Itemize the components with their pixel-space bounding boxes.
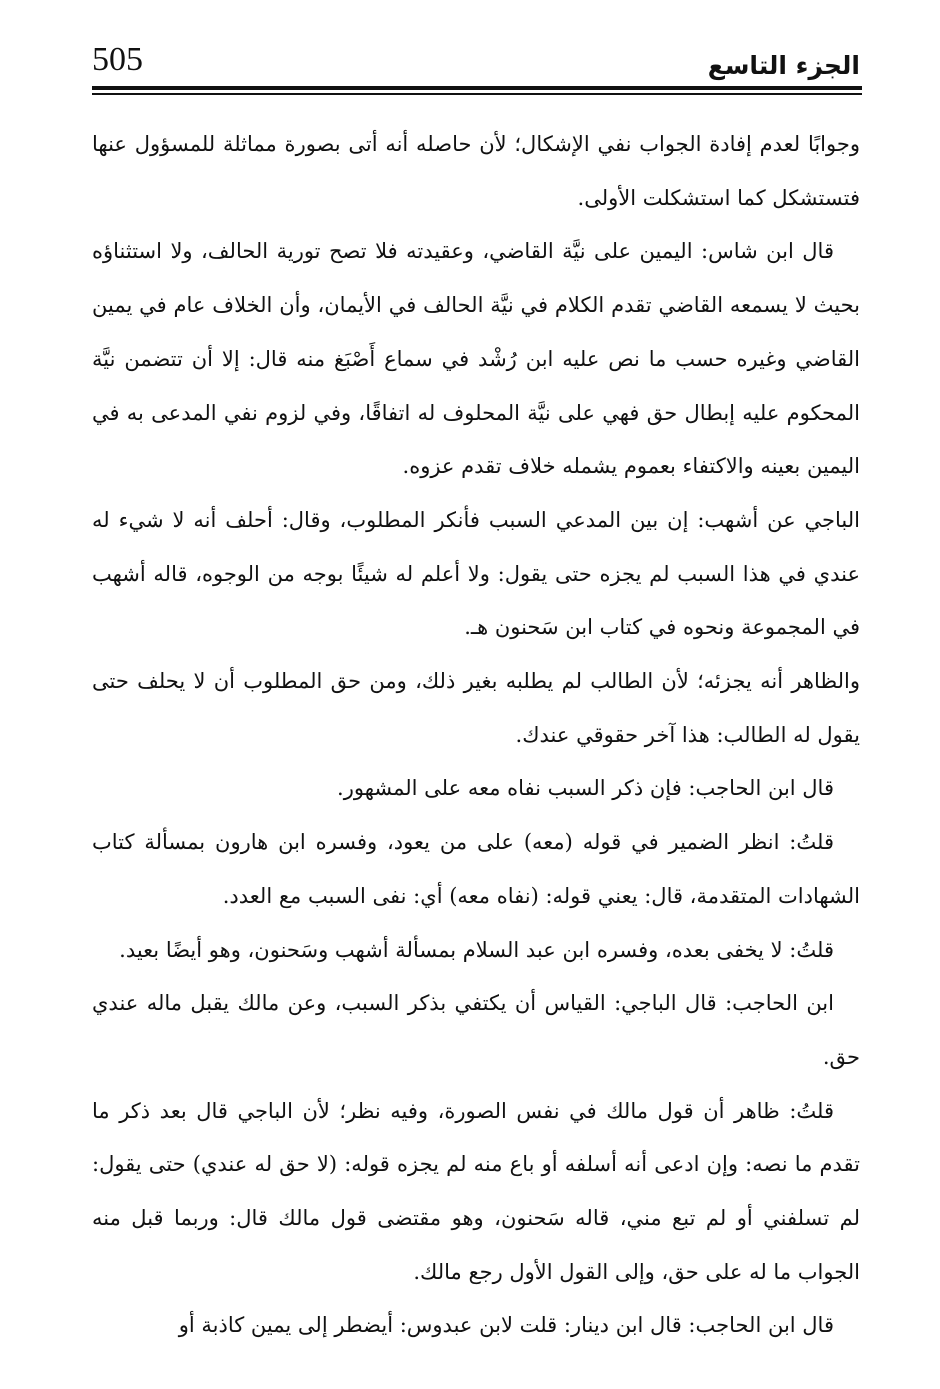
page-number: 505 (92, 41, 143, 78)
paragraph: ابن الحاجب: قال الباجي: القياس أن يكتفي بذكر السبب، وعن مالك يقبل ماله عندي حق. (92, 991, 860, 1069)
page-header (92, 34, 860, 94)
paragraph: الباجي عن أشهب: إن بين المدعي السبب فأنكر المطلوب، وقال: أحلف أنه لا شيء له عندي في هذا السبب لم يجزه حتى يقول: ولا أعلم له شيئًا بوجه من الوجوه، قاله أشهب في المجموعة ونحوه في كتاب ابن سَحنون هـ. (92, 507, 860, 640)
header-rule-thin (92, 93, 862, 95)
paragraph: والظاهر أنه يجزئه؛ لأن الطالب لم يطلبه بغير ذلك، ومن حق المطلوب أن لا يحلف حتى يقول له الطالب: هذا آخر حقوقي عندك. (92, 669, 860, 747)
paragraph: وجوابًا لعدم إفادة الجواب نفي الإشكال؛ لأن حاصله أنه أتى بصورة مماثلة للمسؤول عنها فتستشكل كما استشكلت الأولى. (92, 132, 860, 210)
paragraph: قال ابن الحاجب: فإن ذكر السبب نفاه معه على المشهور. (337, 776, 834, 801)
running-head: الجزء التاسع (707, 51, 860, 80)
paragraph: قلتُ: انظر الضمير في قوله (معه) على من يعود، وفسره ابن هارون بمسألة كتاب الشهادات المتقدمة، قال: يعني قوله: (نفاه معه) أي: نفى السبب مع العدد. (92, 830, 860, 908)
body-text (92, 118, 860, 1353)
paragraph: قال ابن الحاجب: قال ابن دينار: قلت لابن عبدوس: أيضطر إلى يمين كاذبة أو (178, 1313, 834, 1338)
paragraph: قلتُ: ظاهر أن قول مالك في نفس الصورة، وفيه نظر؛ لأن الباجي قال بعد ذكر ما تقدم ما نصه: وإن ادعى أنه أسلفه أو باع منه لم يجزه قوله: (لا حق له عندي) حتى يقول: لم تسلفني أو لم تبع مني، قاله سَحنون، وهو مقتضى قول مالك قال: وربما قبل منه الجواب ما له على حق، وإلى القول الأول رجع مالك. (92, 1098, 860, 1284)
paragraph: قال ابن شاس: اليمين على نيَّة القاضي، وعقيدته فلا تصح تورية الحالف، ولا استثناؤه بحيث لا يسمعه القاضي تقدم الكلام في نيَّة الحالف في الأيمان، وأن الخلاف عام في يمين القاضي وغيره حسب ما نص عليه ابن رُشْد في سماع أَصْبَغ منه قال: إلا أن تتضمن نيَّة المحكوم عليه إبطال حق فهي على نيَّة المحلوف له اتفاقًا، وفي لزوم نفي المدعى به في اليمين بعينه والاكتفاء بعموم يشمله خلاف تقدم عزوه. (92, 239, 860, 479)
header-rule-thick (92, 86, 862, 90)
paragraph: قلتُ: لا يخفى بعده، وفسره ابن عبد السلام بمسألة أشهب وسَحنون، وهو أيضًا بعيد. (119, 937, 834, 962)
